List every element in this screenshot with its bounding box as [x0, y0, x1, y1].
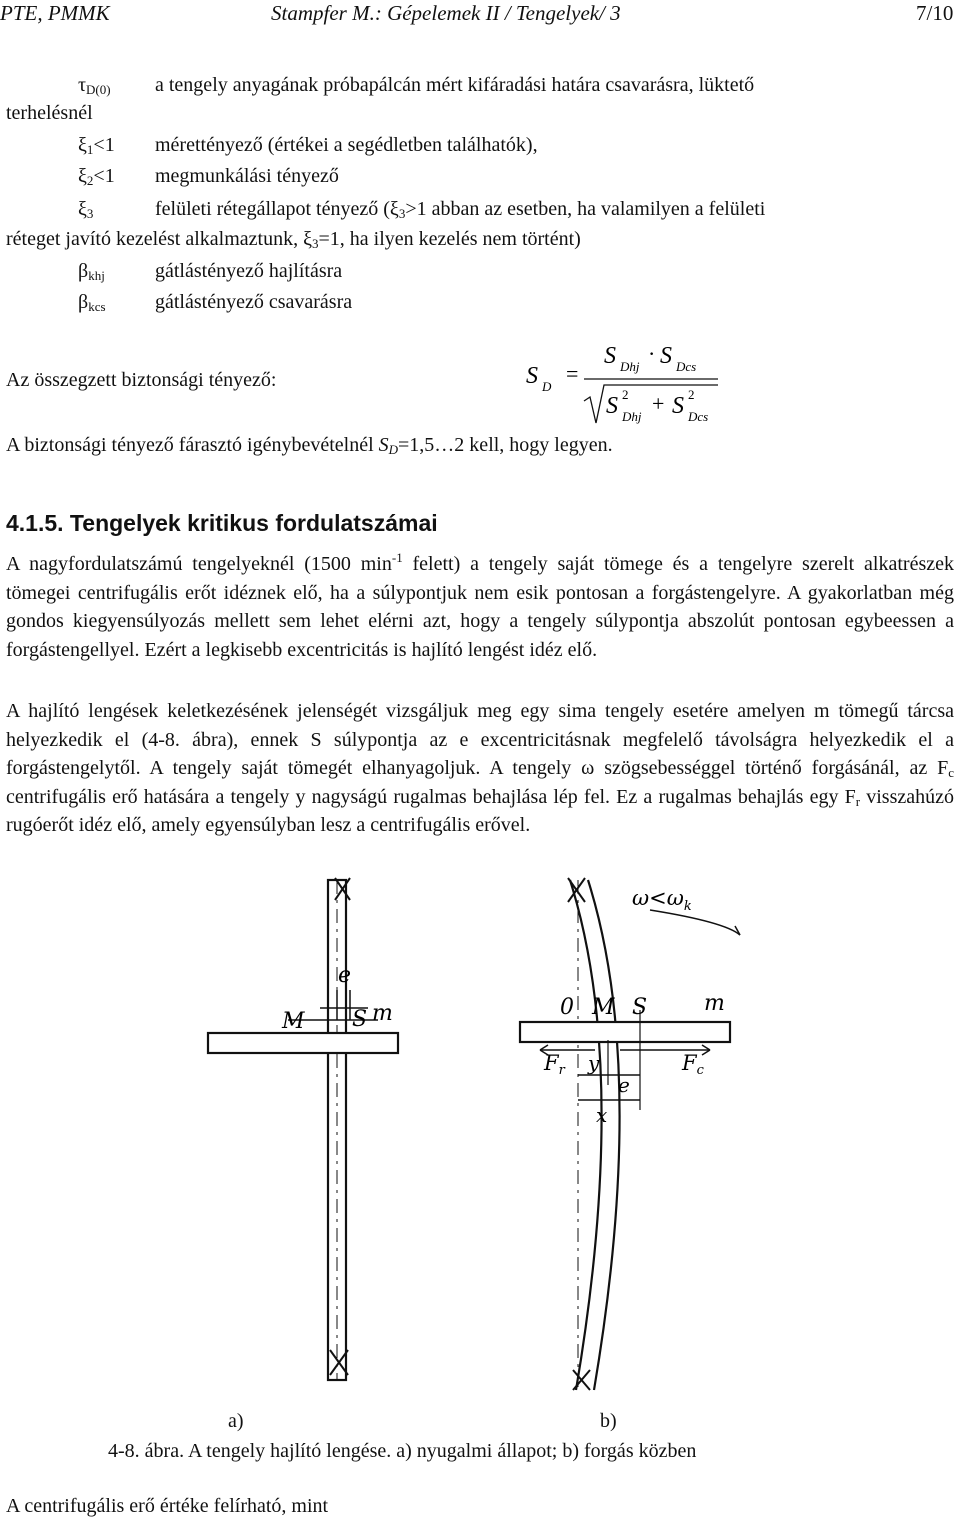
formula-dot: ·	[648, 341, 656, 366]
formula-num-a: S	[604, 343, 616, 369]
label-Fc: Fc	[682, 1051, 704, 1078]
formula-intro: Az összegzett biztonsági tényező:	[6, 369, 277, 391]
def-symbol-tau: $\tau_{D(0)}$	[78, 74, 111, 97]
safety-factor-formula	[520, 335, 750, 435]
def-continuation-xi3: réteget javító kezelést alkalmaztunk, $\xi_3=1$, ha ilyen kezelés nem történt)	[6, 228, 581, 251]
formula-lhs-sub: D	[542, 379, 552, 394]
header-center: Stampfer M.: Gépelemek II / Tengelyek/ 3	[271, 1, 621, 25]
label-m-b: m	[704, 991, 725, 1016]
label-e-b: e	[618, 1073, 630, 1097]
label-y: y	[588, 1051, 600, 1075]
label-M-b: M	[592, 995, 615, 1020]
def-symbol-xi3: $\xi_3$	[78, 198, 94, 221]
label-a: a)	[228, 1410, 244, 1432]
formula-den-a: S	[606, 393, 618, 419]
label-S-a: S	[352, 1007, 368, 1032]
formula-lhs: S	[526, 363, 538, 389]
label-b: b)	[600, 1410, 617, 1432]
def-continuation: terhelésnél	[6, 102, 93, 124]
def-text-xi2: megmunkálási tényező	[155, 165, 339, 187]
def-text-beta-khj: gátlástényező hajlításra	[155, 260, 343, 282]
def-text-xi3: felületi rétegállapot tényező ($\xi_3>1$ abban az esetben, ha valamilyen a felületi	[155, 198, 766, 221]
section-title: 4.1.5. Tengelyek kritikus fordulatszámai	[6, 510, 438, 536]
def-symbol-xi2: $\xi_2<1$	[78, 165, 115, 188]
def-text-beta-kcs: gátlástényező csavarásra	[155, 291, 353, 313]
def-symbol-xi1: $\xi_1<1$	[78, 134, 115, 157]
label-e-a: e	[338, 963, 352, 988]
formula-num-b-sub: Dcs	[676, 359, 697, 374]
formula-plus: +	[652, 391, 665, 416]
formula-num-b: S	[660, 343, 672, 369]
header-left: PTE, PMMK	[0, 1, 110, 25]
label-M-a: M	[282, 1009, 305, 1034]
label-Fr: Fr	[544, 1051, 565, 1078]
formula-den-a-sup: 2	[622, 387, 629, 402]
def-text-xi1: mérettényező (értékei a segédletben találhatók),	[155, 134, 538, 156]
formula-den-b-sub: Dcs	[688, 409, 709, 424]
def-text-tau: a tengely anyagának próbapálcán mért kifáradási határa csavarásra, lüktető	[155, 74, 755, 96]
formula-eq: =	[566, 361, 579, 386]
formula-den-a-sub: Dhj	[622, 409, 642, 424]
figure-caption: 4-8. ábra. A tengely hajlító lengése. a) nyugalmi állapot; b) forgás közben	[108, 1440, 697, 1462]
formula-den-b-sup: 2	[688, 387, 695, 402]
label-O-b: 0	[560, 995, 574, 1020]
paragraph-1: A nagyfordulatszámú tengelyeknél (1500 $\min^{-1}$ felett) a tengely saját tömege és a tengelyre szerelt alkatrészek tömegei centrifugális erőt idéznek elő, ha a súlypontjuk nem esik pontosan a forgástengelyre. A gyakorlatban még gondos kiegyensúlyozás mellett sem lehet elérni azt, hogy a tengely súlypontja abszolút pontosan egybeessen a forgástengellyel. Ezért a legkisebb excentricitás is hajlító lengést idéz elő.	[6, 550, 954, 661]
header-page: 7/10	[916, 1, 954, 25]
label-m-a: m	[372, 1001, 393, 1026]
formula-num-a-sub: Dhj	[620, 359, 640, 374]
label-S-b: S	[632, 995, 648, 1020]
paragraph-2: A hajlító lengések keletkezésének jelenségét vizsgáljuk meg egy sima tengely esetére amelyen m tömegű tárcsa helyezkedik el (4-8. ábra), ennek S súlypontja az e excentricitásnak megfelelő távolságra helyezkedik el a forgástengelytől. A tengely saját tömegét elhanyagoljuk. A tengely ω szögsebességgel történő forgásánál, az $F_c$ centrifugális erő hatására a tengely y nagyságú rugalmas behajlása lép fel. Ez a rugalmas behajlás egy $F_r$ visszahúzó rugóerőt idéz elő, amely egyensúlyban lesz a centrifugális erővel.	[6, 700, 954, 836]
def-symbol-beta-khj: $\beta_{khj}$	[78, 260, 105, 283]
safety-requirement: A biztonsági tényező fárasztó igénybevételnél $S_D=1,5\dots 2$ kell, hogy legyen.	[6, 434, 613, 457]
figure-a-static-shaft	[200, 870, 400, 1400]
def-symbol-beta-kcs: $\beta_{kcs}$	[78, 291, 106, 314]
last-line: A centrifugális erő értéke felírható, mint	[6, 1495, 329, 1517]
label-x: x	[596, 1103, 608, 1127]
formula-den-b: S	[672, 393, 684, 419]
figure-b-rotating-shaft	[500, 870, 750, 1400]
label-omega: $\omega<\omega_k$	[632, 886, 692, 914]
